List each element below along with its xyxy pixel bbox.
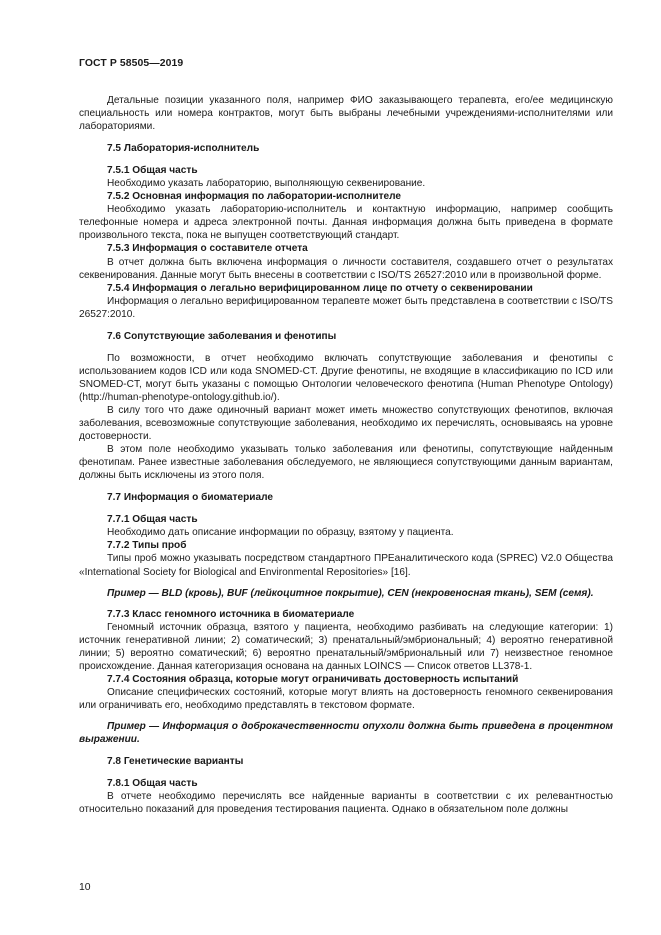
section-7-7-3-title: 7.7.3 Класс геномного источника в биоматериале — [107, 608, 355, 620]
section-7-7-4-text: Описание специфических состояний, которые могут влиять на достоверность геномного секвенирования или ограничивать его, необходимо представлять в текстовом формате. — [79, 686, 613, 711]
section-7-7-4-example: Пример — Информация о доброкачественности опухоли должна быть приведена в процентном выражении. — [79, 720, 613, 746]
section-7-7-4-title: 7.7.4 Состояния образца, которые могут ограничивать достоверность испытаний — [107, 673, 519, 685]
section-7-7-1-title: 7.7.1 Общая часть — [107, 514, 198, 526]
section-7-7-title: 7.7 Информация о биоматериале — [107, 492, 273, 504]
section-7-8-1-text: В отчете необходимо перечислять все найденные варианты в соответствии с их релевантностью относительно показаний для проведения тестирования пациента. Однако в обязательном поле должны — [79, 791, 613, 816]
section-7-6-title: 7.6 Сопутствующие заболевания и фенотипы — [107, 330, 337, 342]
page-number: 10 — [79, 882, 91, 893]
section-7-5-3-text: В отчет должна быть включена информация о личности составителя, создавшего отчет о результатах секвенирования. Данные могут быть внесены в соответствии с ISO/TS 26527:2010 или в произвольной форме. — [79, 256, 613, 281]
section-7-7-2-text: Типы проб можно указывать посредством стандартного ПРЕаналитического кода (SPREC) V2.0 Общества «International Society for Biological and Environmental Repositories» [16]. — [79, 553, 613, 578]
section-7-5-2-title: 7.5.2 Основная информация по лаборатории-исполнителе — [107, 191, 402, 203]
section-7-5-3-title: 7.5.3 Информация о составителе отчета — [107, 243, 308, 255]
section-7-6-paragraph-3: В этом поле необходимо указывать только заболевания или фенотипы, сопутствующие найденным фенотипам. Ранее известные заболевания обследуемого, не являющиеся сопутствующими данным вариантам, должны быть исключены из этого поля. — [79, 444, 613, 482]
document-body — [79, 94, 613, 816]
section-7-7-2-example: Пример — BLD (кровь), BUF (лейкоцитное покрытие), CEN (некровеносная ткань), SEM (семя). — [107, 587, 594, 599]
section-7-6-paragraph-2: В силу того что даже одиночный вариант может иметь множество сопутствующих фенотипов, включая заболевания, всевозможные сопутствующие заболевания, необходимо их перечислять, основываясь на уровне достоверности. — [79, 404, 613, 443]
section-7-5-1-text: Необходимо указать лабораторию, выполняющую секвенирование. — [107, 178, 426, 190]
section-7-7-2-title: 7.7.2 Типы проб — [107, 540, 187, 552]
standard-header: ГОСТ Р 58505—2019 — [79, 58, 184, 69]
intro-paragraph: Детальные позиции указанного поля, например ФИО заказывающего терапевта, его/ее медицинскую специальность или номера контрактов, могут быть выбраны лечебными учреждениями-исполнителями или лабораториями. — [79, 95, 613, 133]
document-page — [79, 0, 613, 935]
section-7-5-1-title: 7.5.1 Общая часть — [107, 165, 198, 177]
section-7-7-3-text: Геномный источник образца, взятого у пациента, необходимо разбивать на следующие категории: 1) источник генеративной линии; 2) соматический; 3) пренатальный/эмбриональный; 4) вероятно генеративной линии; 5) вероятно соматический; 6) вероятно пренатальный/эмбриональный или 7) неизвестное геномное происхождение. Данная категоризация основана на данных LOINCS — Список ответов LL378-1. — [79, 621, 613, 672]
section-7-5-4-title: 7.5.4 Информация о легально верифицированном лице по отчету о секвенировании — [107, 282, 533, 294]
section-7-7-1-text: Необходимо дать описание информации по образцу, взятому у пациента. — [107, 527, 454, 539]
section-7-8-1-title: 7.8.1 Общая часть — [107, 778, 198, 790]
section-7-5-title: 7.5 Лаборатория-исполнитель — [107, 143, 260, 155]
section-7-8-title: 7.8 Генетические варианты — [107, 756, 244, 768]
section-7-5-2-text: Необходимо указать лабораторию-исполнитель и контактную информацию, например сообщить телефонные номера и адреса электронной почты. Данная информация должна быть приведена в формате произвольного текста, пока не выпущен соответствующий стандарт. — [79, 204, 613, 242]
section-7-5-4-text: Информация о легально верифицированном терапевте может быть представлена в соответствии с ISO/TS 26527:2010. — [79, 295, 613, 320]
section-7-6-paragraph-1: По возможности, в отчет необходимо включать сопутствующие заболевания и фенотипы с использованием кодов ICD или кода SNOMED-CT. Другие фенотипы, не входящие в классификацию по ICD или SNOMED-CT, могут быть указаны с помощью Онтологии человеческого фенотипа (Human Phenotype Ontology) (http://human-phenotype-ontology.github.io/). — [79, 352, 613, 403]
